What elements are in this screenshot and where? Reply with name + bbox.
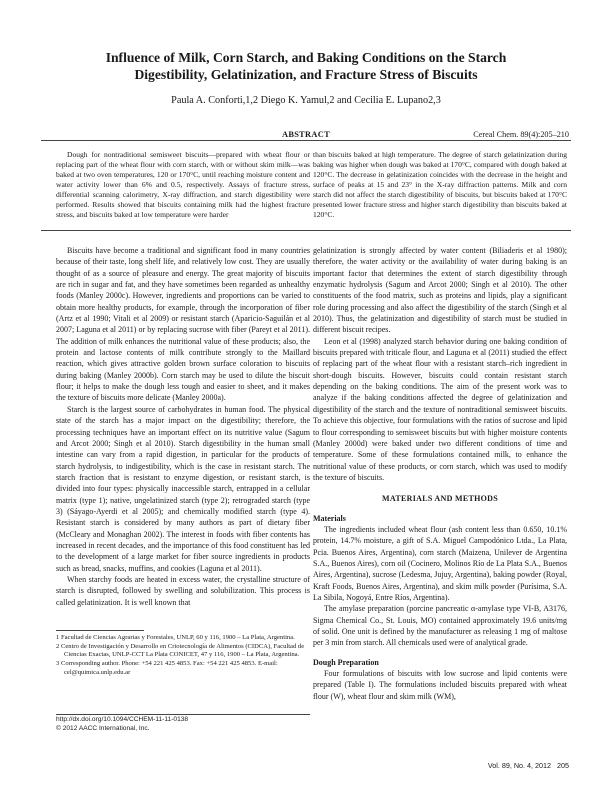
journal-reference: Cereal Chem. 89(4):205–210 xyxy=(473,130,569,139)
body-paragraph: The amylase preparation (porcine pancreatic α-amylase type VI-B, A3176, Sigma Chemical Co., St. Louis, MO) contained approximately 19.6 units/mg of solid. One unit is defined by the manufacturer as releasing 1 mg of maltose per 3 min from starch. All chemicals used were of analytical grade. xyxy=(313,604,567,648)
footnote: 1 Facultad de Ciencias Agrarias y Forestales, UNLP, 60 y 116, 1900 – La Plata, Argentina. xyxy=(56,634,295,641)
copyright-notice: © 2012 AACC International, Inc. xyxy=(56,724,150,732)
footnotes xyxy=(56,634,310,678)
footnote-rule xyxy=(56,630,144,631)
body-paragraph: Starch is the largest source of carbohydrates in human food. The physical state of the starch has a major impact on the digestibility; therefore, the processing techniques have an important effect on its nutritive value (Sagum and Arcot 2000; Singh et al 2010). Starch digestibility in the human small intestine can vary from a rapid digestion, in particular for the products of starch hydrolysis, to indigestibility, which is the case in resistant starch. The starch fraction that is resistant to enzyme digestion, or resistant starch, is divided into four types: physically inaccessible starch, entrapped in a cellular matrix (type 1); native, ungelatinized starch (type 2); retrograded starch (type 3) (Sáyago-Ayerdi et al 2005); and chemically modified starch (type 4). Resistant starch is considered by many authors as part of dietary fiber (McCleary and Monaghan 2002). The interest in foods with fiber contents has increased in recent decades, and the importance of this food constituent has led to the development of a large market for fiber source ingredients in products such as bread, snacks, muffins, and cookies (Laguna et al 2011). xyxy=(56,404,310,573)
page-folio: Vol. 89, No. 4, 2012 205 xyxy=(487,761,569,770)
body-paragraph: Leon et al (1998) analyzed starch behavior during one baking condition of biscuits prepared with triticale flour, and Laguna et al (2011) studied the effect of replacing part of the wheat flour with a resistant starch–rich ingredient in short-dough biscuits. However, biscuits could contain resistant starch depending on the baking conditions. The aim of the present work was to analyze if the baking conditions affected the degree of gelatinization and digestibility of the starch and the texture of nontraditional semisweet biscuits. To achieve this objective, four formulations with the ratios of sucrose and lipid to flour corresponding to semisweet biscuits but with higher moisture contents (Manley 2000d) were baked under two different conditions of time and temperature. Some of these formulations contained milk, to enhance the nutritional value of these products, or corn starch, which was used to modify the texture of biscuits. xyxy=(313,336,567,482)
abstract-heading: ABSTRACT xyxy=(281,130,330,139)
doi-link[interactable]: http://dx.doi.org/10.1094/CCHEM-11-11-0138 xyxy=(56,716,189,723)
body-paragraph: Biscuits have become a traditional and significant food in many countries because of their taste, long shelf life, and relatively low cost. They are usually thought of as a source of pleasure and energy. The great majority of biscuits are rich in sugar and fat, and they have sometimes been regarded as unhealthy foods (Manley 2000c). However, ingredients and proportions can be varied to obtain more healthy products, for example, through the incorporation of fiber (Artz et al 1990; Vitali et al 2009) or resistant starch (Aparicio-Saguilán et al 2007; Laguna et al 2011) or by replacing sucrose with fiber (Pareyt et al 2011). The addition of milk enhances the nutritional value of these products; also, the protein and lactose contents of milk contribute strongly to the Maillard reaction, which gives attractive golden brown surface coloration to biscuits during baking (Manley 2000b). Corn starch may be used to dilute the biscuit flour; it helps to make the dough less tough and easier to sheet, and it makes the texture of biscuits more delicate (Manley 2000a). xyxy=(56,246,310,403)
author-list: Paula A. Conforti,1,2 Diego K. Yamul,2 and Cecilia E. Lupano2,3 xyxy=(171,95,441,106)
article-title: Influence of Milk, Corn Starch, and Baking Conditions on the Starch Digestibility, Gelatinization, and Fracture Stress of Biscuits xyxy=(105,50,507,82)
abstract-paragraph-left: Dough for nontraditional semisweet biscuits—prepared with wheat flour or replacing part of the wheat flour with corn starch, with or without skim milk—was baked at two oven temperatures, 120 or 170°C, until reaching moisture content and water activity lower than 6% and 0.5, respectively. Assays of fracture stress, differential scanning calorimetry, X-ray diffraction, and starch digestibility were performed. Results showed that biscuits containing milk had the highest fracture stress, and biscuits baked at low temperature were harder xyxy=(56,150,310,219)
abstract-right-column xyxy=(313,150,567,219)
abstract-top-rule xyxy=(41,140,571,141)
body-left-column xyxy=(56,245,310,608)
doi-block xyxy=(56,714,310,733)
body-right-column xyxy=(313,245,567,702)
abstract-paragraph-right: than biscuits baked at high temperature. The degree of starch gelatinization during baking was higher when dough was baked at 170°C, compared with dough baked at 120°C. The decrease in gelatinization coincides with the decrease in the height and surface of peaks at 15 and 23° in the X-ray diffraction patterns. Milk and corn starch did not affect the starch digestibility of biscuits, but biscuits baked at 170°C presented lower fracture stress and higher starch digestibility than biscuits baked at 120°C. xyxy=(313,150,567,219)
body-paragraph: Four formulations of biscuits with low sucrose and lipid contents were prepared (Table I). The formulations included biscuits prepared with wheat flour (W), wheat flour and skim milk (WM), xyxy=(313,669,567,701)
body-paragraph: The ingredients included wheat flour (ash content less than 0.650, 10.1% protein, 14.7% moisture, a gift of S.A. Miguel Campodónico Ltda., La Plata, Pcia. Buenos Aires, Argentina), corn starch (Maizena, Unilever de Argentina S.A., Buenos Aires), corn oil (Cocinero, Molinos Río de La Plata S.A., Buenos Aires, Argentina), sucrose (Ledesma, Jujuy, Argentina), baking powder (Royal, Kraft Foods, Buenos Aires, Argentina), and skim milk powder (Purísima, S.A. La Sibila, Nogoyá, Entre Ríos, Argentina). xyxy=(313,524,567,602)
body-paragraph: When starchy foods are heated in excess water, the crystalline structure of starch is disrupted, followed by swelling and solubilization. This process is called gelatinization. It is well known that xyxy=(56,574,310,607)
abstract-bottom-rule xyxy=(41,230,571,231)
footnote: 2 Centro de Investigación y Desarrollo en Criotecnología de Alimentos (CIDCA), Facultad de Ciencias Exactas, UNLP-CCT La Plata CONICET, 47 y 116, 1900 – La Plata, Argentina. xyxy=(56,642,305,659)
section-heading: MATERIALS AND METHODS xyxy=(382,494,498,504)
subsection-heading-materials: Materials xyxy=(313,513,346,523)
footnote: 3 Corresponding author. Phone: +54 221 425 4853. Fax: +54 221 425 4853. E-mail: cel@quimica.unlp.edu.ar xyxy=(56,660,278,676)
subsection-heading-dough: Dough Preparation xyxy=(313,657,379,667)
abstract-left-column xyxy=(56,150,310,219)
body-paragraph: gelatinization is strongly affected by water content (Biliaderis et al 1980); therefore, the water activity or the availability of water during baking is an important factor that determines the extent of starch digestibility through enzymatic hydrolysis (Sagum and Arcot 2000; Singh et al 2010). The other constituents of the food matrix, such as proteins and lipids, play a significant role during processing and also affect the digestibility of the starch (Singh et al 2010). Thus, the gelatinization and digestibility of starch must be studied in different biscuit recipes. xyxy=(313,246,567,335)
